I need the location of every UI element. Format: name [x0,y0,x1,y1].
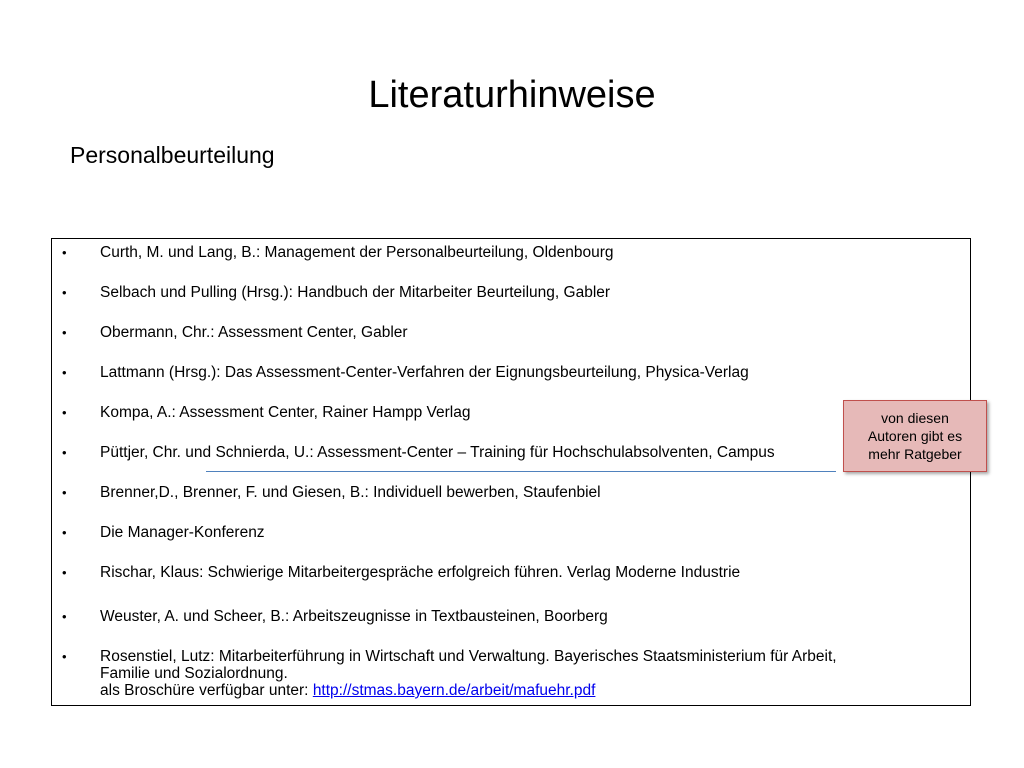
reference-item [62,564,960,581]
reference-item [62,444,960,461]
reference-item [62,244,960,261]
bullet-icon: • [62,525,67,540]
bullet-icon: • [62,445,67,460]
reference-item [62,324,960,341]
reference-text: Brenner,D., Brenner, F. und Giesen, B.: Individuell bewerben, Staufenbiel [100,484,601,501]
reference-item [62,524,960,541]
bullet-icon: • [62,609,67,624]
bullet-icon: • [62,365,67,380]
reference-list-box [51,238,971,706]
callout-line-2: Autoren gibt es [867,428,963,444]
reference-item [62,608,960,625]
reference-text: Selbach und Pulling (Hrsg.): Handbuch der Mitarbeiter Beurteilung, Gabler [100,284,611,301]
reference-text: Obermann, Chr.: Assessment Center, Gabler [100,324,408,341]
callout-line-3: mehr Ratgeber [868,446,962,462]
callout-note [843,400,987,472]
slide-subtitle: Personalbeurteilung [70,142,275,168]
reference-item [62,484,960,501]
brochure-link[interactable]: http://stmas.bayern.de/arbeit/mafuehr.pdf [312,682,596,699]
reference-item [62,284,960,301]
reference-text: Lattmann (Hrsg.): Das Assessment-Center-Verfahren der Eignungsbeurteilung, Physica-Verlag [100,364,749,381]
bullet-icon: • [62,405,67,420]
brochure-label: als Broschüre verfügbar unter: [100,682,313,699]
reference-item [62,648,960,699]
reference-text: Rischar, Klaus: Schwierige Mitarbeitergespräche erfolgreich führen. Verlag Moderne Industrie [100,564,741,581]
slide-title: Literaturhinweise [368,74,656,116]
bullet-icon: • [62,245,67,260]
bullet-icon: • [62,649,67,664]
callout-line-1: von diesen [881,410,949,426]
reference-text: Die Manager-Konferenz [100,524,265,541]
reference-text: Kompa, A.: Assessment Center, Rainer Hampp Verlag [100,404,471,421]
reference-text: Püttjer, Chr. und Schnierda, U.: Assessment-Center – Training für Hochschulabsolventen, Campus [100,444,775,461]
bullet-icon: • [62,485,67,500]
reference-text: Curth, M. und Lang, B.: Management der Personalbeurteilung, Oldenbourg [100,244,614,261]
reference-item [62,404,960,421]
reference-text-line-1: Rosenstiel, Lutz: Mitarbeiterführung in Wirtschaft und Verwaltung. Bayerisches Staatsministerium für Arbeit, [100,648,837,665]
reference-text-line-2: Familie und Sozialordnung. [100,665,288,682]
bullet-icon: • [62,565,67,580]
bullet-icon: • [62,285,67,300]
reference-text-line-3 [100,682,960,699]
reference-item [62,364,960,381]
note-connector-line [206,471,836,472]
reference-text: Weuster, A. und Scheer, B.: Arbeitszeugnisse in Textbausteinen, Boorberg [100,608,608,625]
bullet-icon: • [62,325,67,340]
